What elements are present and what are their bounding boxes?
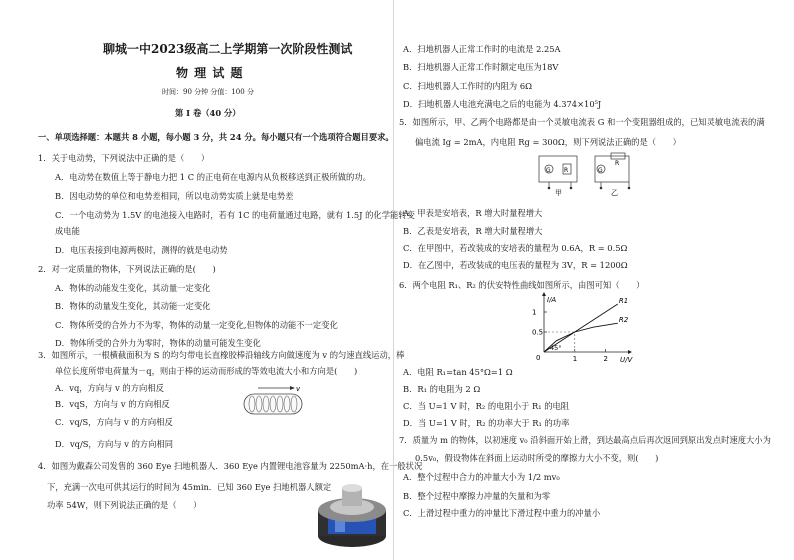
- q2-option-c: C．物体所受的合外力不为零，物体的动量一定变化,但物体的动能不一定变化: [55, 320, 338, 330]
- q1-stem: 1．关于电动势，下列说法中正确的是（ ）: [38, 153, 210, 163]
- q2-option-b: B．物体的动量发生变化，其动能一定变化: [55, 301, 211, 311]
- angle-annotation: 45°: [550, 344, 562, 352]
- q7-option-b: B．整个过程中摩擦力冲量的矢量和为零: [403, 491, 551, 501]
- section-instruction: 一、单项选择题：本题共 8 小题，每小题 3 分，共 24 分。每小题只有一个选项符合题目要求。: [38, 132, 394, 142]
- x-axis-arrowhead: [628, 350, 632, 354]
- exam-title: 聊城一中2023级高二上学期第一次阶段性测试: [103, 42, 353, 56]
- q5-stem-line2: 偏电流 Ig = 2mA，内电阻 Rg = 300Ω，则下列说法正确的是（ ）: [415, 137, 681, 147]
- series-line-r1: [544, 304, 618, 352]
- subject-title: 物 理 试 题: [176, 66, 244, 80]
- q1-option-d: D．电压表接到电源两极时，测得的就是电动势: [55, 245, 228, 255]
- velocity-arrowhead: [290, 386, 295, 390]
- column-divider: [393, 0, 394, 560]
- q1-option-a: A．电动势在数值上等于静电力把 1 C 的正电荷在电源内从负极移送到正极所做的功。: [55, 172, 371, 182]
- jia-label: 甲: [555, 189, 562, 196]
- x-tick-label: 2: [603, 355, 609, 363]
- rod-body: [244, 394, 302, 414]
- q7-stem-line1: 7．质量为 m 的物体，以初速度 v₀ 沿斜面开始上滑，到达最高点后再次返回到原出发点时速度大小为: [399, 435, 771, 445]
- q3-stem-line1: 3．如图所示，一根横截面积为 S 的均匀带电长直橡胶棒沿轴线方向做速度为 v 的匀速直线运动，棒: [38, 350, 405, 360]
- q5-circuit-figure: [535, 152, 645, 196]
- q3-option-d: D．vq/S，方向与 v 的方向相同: [55, 439, 174, 449]
- q2-option-d: D．物体所受的合外力为零时，物体的动量可能发生变化: [55, 338, 261, 348]
- y-tick-label: 1: [532, 308, 537, 317]
- q3-rod-figure: [240, 382, 310, 418]
- q3-option-b: B．vqS，方向与 v 的方向相反: [55, 399, 170, 409]
- q7-option-c: C．上滑过程中重力的冲量比下滑过程中重力的冲量小: [403, 508, 601, 518]
- robot-vacuum-image: [315, 476, 389, 552]
- series-label-r2: R2: [618, 316, 629, 325]
- section-heading: 第 I 卷（40 分）: [175, 108, 241, 118]
- q5-stem-line1: 5．如图所示，甲、乙两个电路都是由一个灵敏电流表 G 和一个变阻器组成的，已知灵敏电流表的满: [399, 117, 765, 127]
- q3-option-a: A．vq，方向与 v 的方向相反: [55, 383, 164, 393]
- yi-g-label: G: [598, 167, 603, 174]
- q4-option-b: B．扫地机器人正常工作时额定电压为18V: [403, 62, 559, 72]
- q1-option-c: C．一个电动势为 1.5V 的电池接入电路时，若有 1C 的电荷量通过电路，就有 1.5J 的化学能转变: [55, 210, 415, 220]
- q4-stem-line2: 下，充满一次电可供其运行的时间为 45min．已知 360 Eye 扫地机器人额定: [47, 482, 332, 492]
- q2-stem: 2．对一定质量的物体，下列说法正确的是( ): [38, 264, 216, 274]
- jia-g-label: G: [546, 167, 551, 174]
- origin-label: 0: [536, 354, 541, 362]
- q1-option-c-cont: 成电能: [55, 226, 80, 236]
- q1-option-b: B．因电动势的单位和电势差相同，所以电动势实质上就是电势差: [55, 191, 294, 201]
- iv-chart: [530, 292, 638, 364]
- q4-stem-line1: 4．如图为戴森公司发售的 360 Eye 扫地机器人．360 Eye 内置锂电池容量为 2250mA·h，在一般状况: [38, 461, 423, 471]
- q6-option-d: D．当 U=1 V 时，R₂ 的功率大于 R₁ 的功率: [403, 418, 570, 428]
- jia-r-label: R: [564, 167, 569, 174]
- q3-option-c: C．vq/S，方向与 v 的方向相反: [55, 417, 173, 427]
- q4-option-c: C．扫地机器人工作时的内阻为 6Ω: [403, 81, 533, 91]
- x-tick-label: 1: [572, 355, 578, 363]
- q3-stem-line2: 单位长度所带电荷量为－q，则由于棒的运动而形成的等效电流大小和方向是( ): [55, 366, 358, 376]
- yi-r-label: R: [615, 160, 620, 167]
- q4-stem-line3: 功率 54W，则下列说法正确的是（ ）: [47, 500, 202, 510]
- q4-option-d: D．扫地机器人电池充满电之后的电能为 4.374×10⁵J: [403, 99, 602, 109]
- right-column: [395, 0, 794, 560]
- q6-stem: 6．两个电阻 R₁、R₂ 的伏安特性曲线如图所示，由图可知（ ）: [399, 280, 645, 290]
- q6-option-b: B．R₁ 的电阻为 2 Ω: [403, 384, 481, 394]
- y-axis-label: I/A: [547, 296, 557, 304]
- q6-option-a: A．电阻 R₁=tan 45°Ω=1 Ω: [403, 367, 513, 377]
- q7-stem-line2: 0.5v₀，假设物体在斜面上运动时所受的摩擦力大小不变，则( ): [415, 453, 659, 463]
- q7-option-a: A．整个过程中合力的冲量大小为 1/2 mv₀: [403, 472, 560, 482]
- y-axis-arrowhead: [542, 292, 546, 296]
- q5-option-a: A．甲表是安培表，R 增大时量程增大: [403, 208, 543, 218]
- q6-option-c: C．当 U=1 V 时，R₂ 的电阻小于 R₁ 的电阻: [403, 401, 570, 411]
- q5-option-d: D．在乙图中，若改装成的电压表的量程为 3V，R = 1200Ω: [403, 260, 628, 270]
- velocity-label: v: [296, 385, 301, 393]
- q5-option-b: B．乙表是安培表，R 增大时量程增大: [403, 226, 543, 236]
- q2-option-a: A．物体的动能发生变化，其动量一定变化: [55, 283, 211, 293]
- q4-option-a: A．扫地机器人正常工作时的电流是 2.25A: [403, 44, 561, 54]
- y-tick-label: 0.5: [532, 328, 544, 337]
- yi-label: 乙: [611, 189, 618, 196]
- x-axis-label: U/V: [620, 356, 633, 364]
- series-label-r1: R1: [618, 297, 629, 305]
- q5-option-c: C．在甲图中，若改装成的安培表的量程为 0.6A，R = 0.5Ω: [403, 243, 628, 253]
- exam-meta: 时间：90 分钟 分值：100 分: [162, 88, 254, 96]
